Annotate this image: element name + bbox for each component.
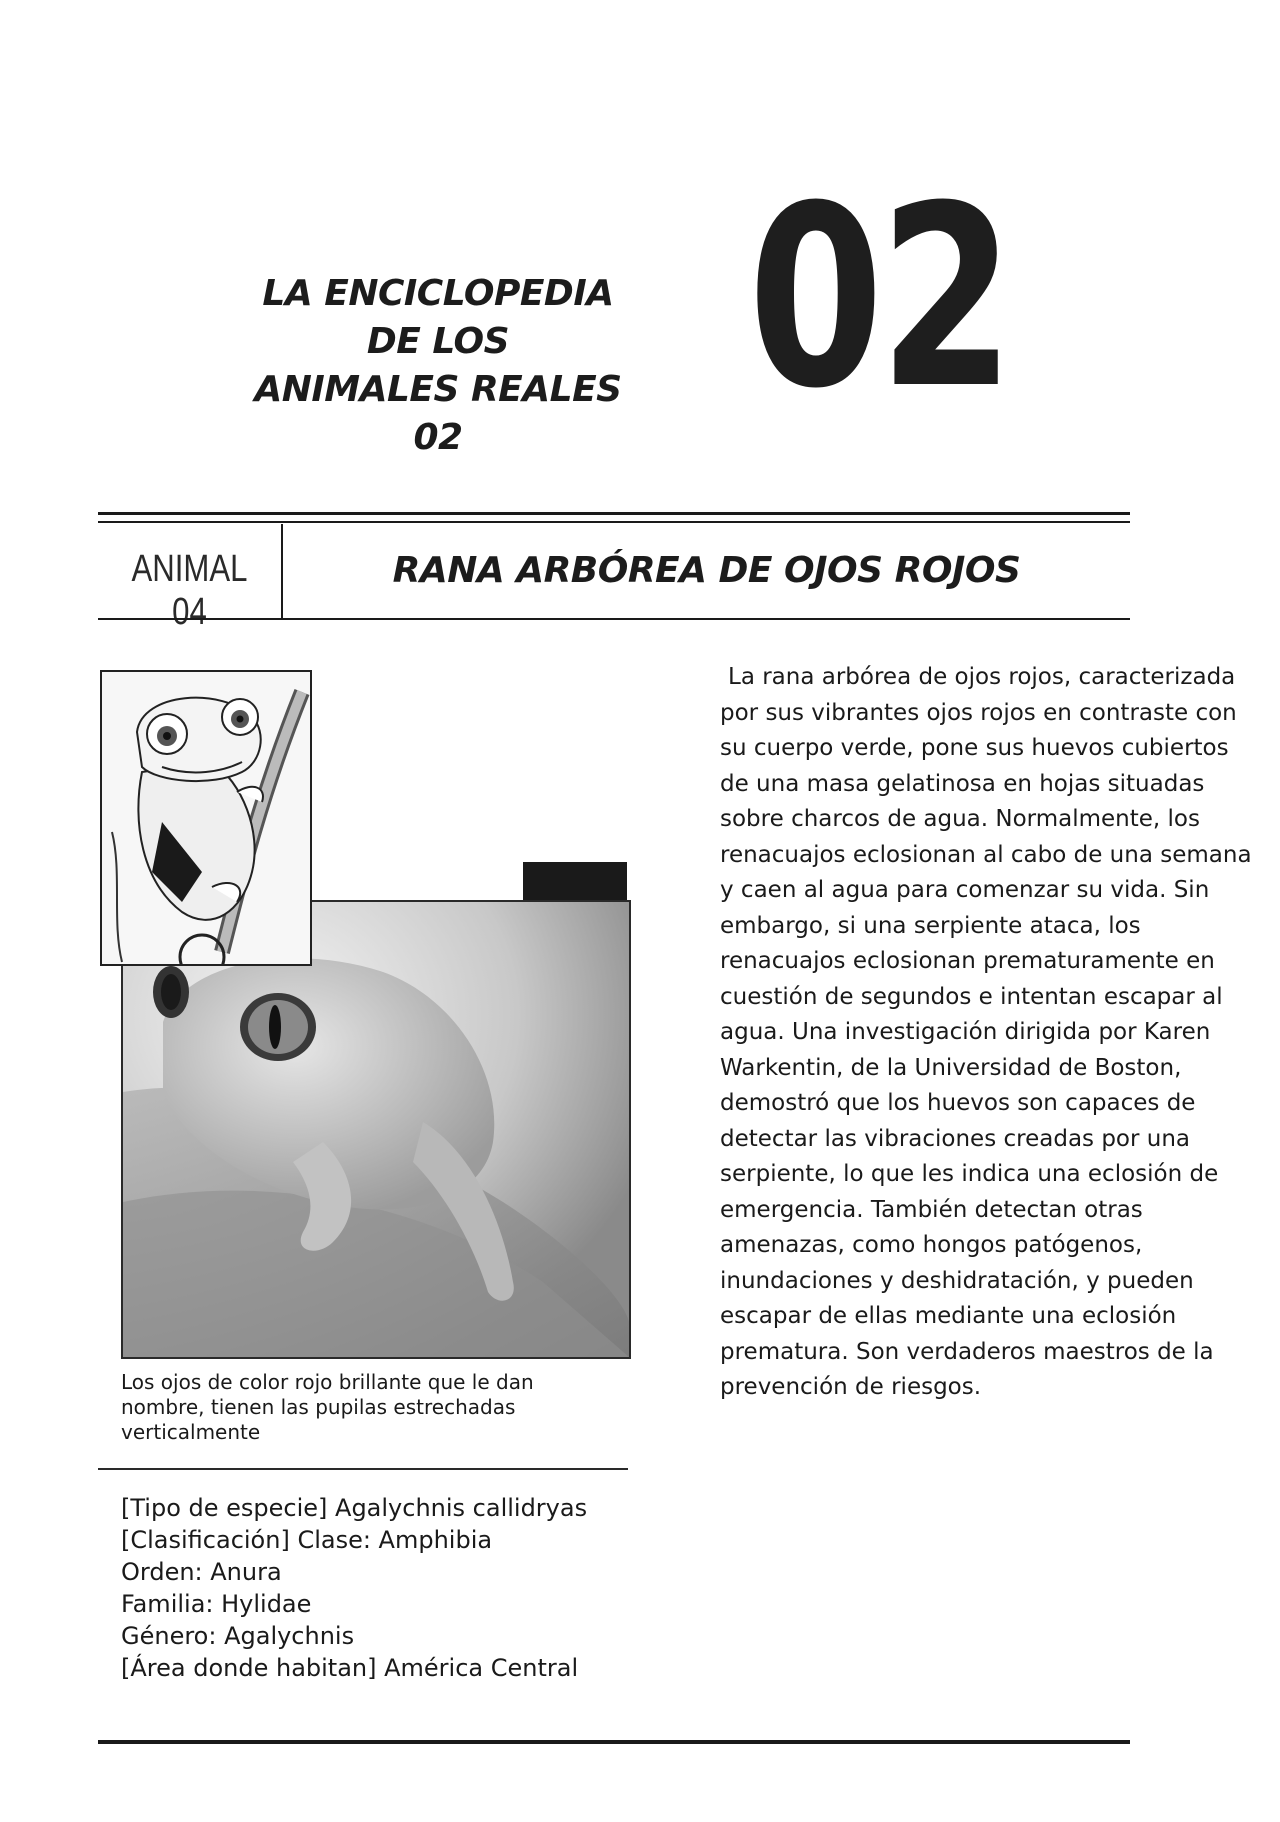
photo-corner-tab bbox=[523, 862, 627, 900]
species-facts bbox=[121, 1492, 641, 1684]
fact-family: Familia: Hylidae bbox=[121, 1590, 312, 1618]
fact-classification: [Clasificación] Clase: Amphibia bbox=[121, 1526, 493, 1554]
frog-photo-illustration bbox=[123, 902, 629, 1357]
animal-number-label: ANIMAL 04 bbox=[131, 548, 248, 633]
fact-genus: Género: Agalychnis bbox=[121, 1622, 355, 1650]
title-band-top-rule-inner bbox=[98, 521, 1130, 523]
series-title-line-1: LA ENCICLOPEDIA DE LOS bbox=[262, 273, 614, 362]
frog-photo bbox=[121, 900, 631, 1359]
frog-manga-illustration bbox=[100, 670, 312, 966]
series-title-line-2: ANIMALES REALES 02 bbox=[254, 369, 622, 458]
chapter-number: 02 bbox=[748, 152, 1011, 443]
title-band-bottom-rule bbox=[98, 618, 1130, 620]
frog-sketch-drawing bbox=[102, 672, 310, 964]
fact-species: [Tipo de especie] Agalychnis callidryas bbox=[121, 1494, 588, 1522]
photo-caption: Los ojos de color rojo brillante que le dan nombre, tienen las pupilas estrechadas verticalmente bbox=[121, 1370, 534, 1444]
page-bottom-rule bbox=[98, 1740, 1130, 1744]
animal-name-heading: RANA ARBÓREA DE OJOS ROJOS bbox=[392, 550, 1021, 591]
title-band-top-rule bbox=[98, 512, 1130, 515]
article-body: La rana arbórea de ojos rojos, caracterizada por sus vibrantes ojos rojos en contraste con su cuerpo verde, pone sus huevos cubiertos de una masa gelatinosa en hojas situadas sobre charcos de agua. Normalmente, los renacuajos eclosionan al cabo de una semana y caen al agua para comenzar su vida. Sin embargo, si una serpiente ataca, los renacuajos eclosionan prematuramente en cuestión de segundos e intentan escapar al agua. Una investigación dirigida por Karen Warkentin, de la Universidad de Boston, demostró que los huevos son capaces de detectar las vibraciones creadas por una serpiente, lo que les indica una eclosión de emergencia. También detectan otras amenazas, como hongos patógenos, inundaciones y deshidratación, y pueden escapar de ellas mediante una eclosión prematura. Son verdaderos maestros de la prevención de riesgos. bbox=[720, 664, 1252, 1400]
fact-order: Orden: Anura bbox=[121, 1558, 282, 1586]
fact-habitat: [Área donde habitan] América Central bbox=[121, 1654, 579, 1682]
series-title bbox=[238, 270, 638, 462]
caption-divider bbox=[98, 1468, 628, 1470]
